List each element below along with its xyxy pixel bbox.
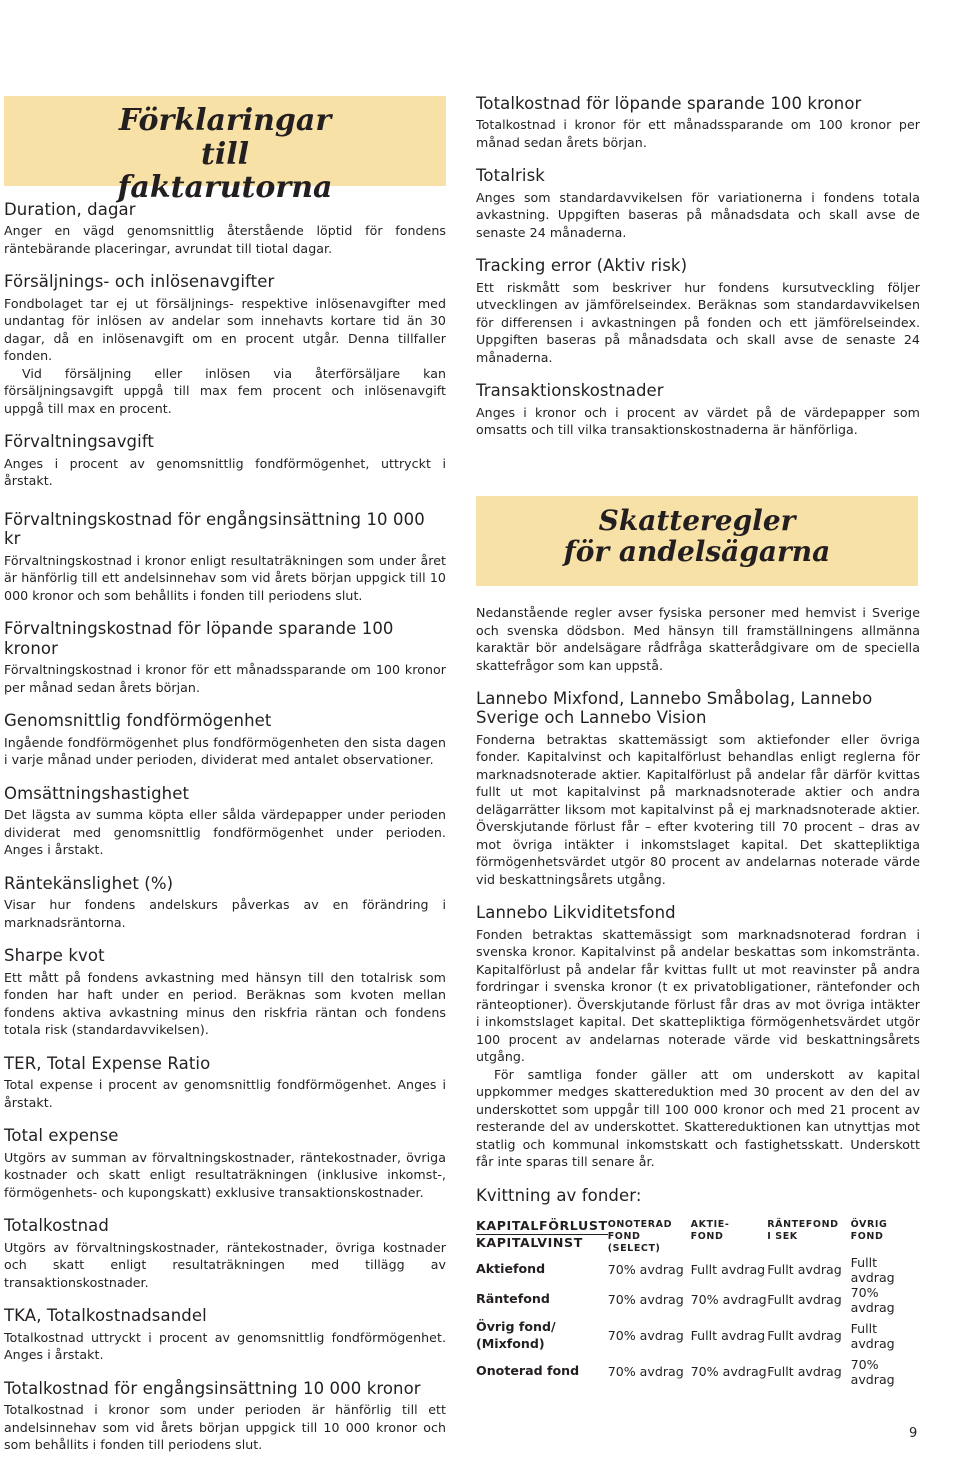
- table-header-row: [476, 1214, 920, 1255]
- term-heading: TKA, Totalkostnadsandel: [4, 1306, 207, 1326]
- tax-text: För samtliga fonder gäller att om underskott av kapital uppkommer medges skattereduktion med 30 procent av den del av underskottet som uppgår till 100 000 kronor och med 21 procent av resterande del av underskottet. Skattereduktionen kan utnyttjas mot statlig och kommunal inkomstskatt och fastighetsskatt. Underskott får inte sparas till senare år.: [476, 1066, 920, 1170]
- term-text: Totalkostnad i kronor som under perioden är hänförlig till ett andelsinnehav som vid årets början uppgick till 10 000 kronor och som behållits i fonden till periodens slut.: [4, 1402, 446, 1452]
- term-heading: Tracking error (Aktiv risk): [476, 256, 688, 276]
- term-text: Utgörs av summan av förvaltningskostnader, räntekostnader, övriga kostnader och skatt enligt resultaträkningen (inklusive inkomst-, förmögenhets- och kupongskatt) exklusive transaktionskostnader.: [4, 1149, 446, 1200]
- corner-kapitalvinst: KAPITALVINST: [476, 1235, 583, 1251]
- column-header: [691, 1214, 768, 1255]
- term-rantekanslighet: [4, 874, 446, 931]
- term-heading: Genomsnittlig fondförmögenhet: [4, 711, 272, 731]
- term-heading: Totalkostnad för engångsinsättning 10 000 kronor: [4, 1378, 421, 1398]
- table-cell: 70% avdrag: [607, 1292, 684, 1308]
- term-heading: Förvaltningsavgift: [4, 432, 155, 452]
- row-label-line: Övrig fond/: [476, 1319, 556, 1335]
- tax-table-heading-wrap: [476, 1186, 920, 1205]
- table-cell: Fullt avdrag: [767, 1328, 842, 1344]
- row-label: [476, 1315, 608, 1357]
- term-heading: Förvaltningskostnad för löpande sparande 100 kronor: [4, 619, 394, 658]
- tax-text: Fonden betraktas skattemässigt som marknadsnoterad fordran i svenska kronor. Kapitalvinst på andelar beskattas som inkomstränta. Kapitalförlust på andelar får kvittas fullt ut mot reavinster på andra fordringar i svenska kronor (t ex privatobligationer, räntefonder och ränteoptioner). Överskjutande förlust får dras av mot övriga intäkter i inkomstslaget kapital. Det skattepliktiga förmögenhetsvärdet utgör 100 procent av andelarnas noterade värde vid beskattningsårets utgång.: [476, 926, 920, 1065]
- term-text: Förvaltningskostnad i kronor för ett månadssparande om 100 kronor per månad sedan årets början.: [4, 662, 446, 695]
- term-heading: Sharpe kvot: [4, 946, 105, 966]
- term-forvaltningskostnad-lopande: [4, 619, 446, 696]
- term-text: Totalkostnad uttryckt i procent av genomsnittlig fondförmögenhet. Anges i årstakt.: [4, 1329, 446, 1363]
- term-totalrisk: [476, 166, 920, 241]
- term-heading: Totalrisk: [476, 166, 545, 186]
- table-cell: 70% avdrag: [690, 1364, 767, 1380]
- term-heading: Transaktionskostnader: [476, 381, 664, 401]
- term-heading: Totalkostnad: [4, 1216, 109, 1236]
- tax-section-aktiefonder: [476, 689, 920, 888]
- row-label: Aktiefond: [476, 1261, 546, 1277]
- term-transaktionskostnader: [476, 381, 920, 438]
- column-header-line: I SEK: [767, 1230, 798, 1242]
- table-heading: Kvittning av fonder:: [476, 1185, 642, 1205]
- term-heading: Duration, dagar: [4, 200, 136, 219]
- table-cell: 70% avdrag: [607, 1364, 684, 1380]
- term-total-expense: [4, 1126, 446, 1201]
- page-number: 9: [909, 1426, 918, 1441]
- term-totalkostnad: [4, 1216, 446, 1291]
- term-totalkostnad-engang: [4, 1379, 446, 1454]
- column-header: [608, 1214, 691, 1255]
- tax-intro-text: Nedanstående regler avser fysiska personer med hemvist i Sverige och svenska dödsbon. Med hänsyn till framställningens allmänna karaktär bör andelsägare rådfråga skatterådgivare om de speciella skattefrågor som kan uppstå.: [476, 605, 920, 673]
- table-cell: 70% avdrag: [607, 1262, 684, 1278]
- tax-intro: [476, 604, 920, 674]
- term-heading: Förvaltningskostnad för engångsinsättning 10 000 kr: [4, 509, 425, 549]
- table-cell: Fullt avdrag: [850, 1254, 895, 1285]
- term-text: Fondbolaget tar ej ut försäljnings- respektive inlösenavgifter med undantag för inlösen av andelar som innehavts kortare tid än 30 dagar, då en inlösenavgift om en procent utgår. Denna tillfaller fonden.: [4, 295, 446, 364]
- table-cell: Fullt avdrag: [767, 1262, 842, 1278]
- term-forvaltningskostnad-engang: [4, 510, 446, 604]
- tax-title-line1: Skatteregler: [598, 504, 796, 537]
- page-title: [100, 104, 350, 205]
- term-text: Visar hur fondens andelskurs påverkas av en förändring i marknadsräntorna.: [4, 897, 446, 930]
- term-sharpe-kvot: [4, 946, 446, 1038]
- tax-heading: Lannebo Likviditetsfond: [476, 903, 676, 923]
- column-header-line: RÄNTEFOND: [767, 1219, 839, 1230]
- term-text: Ingående fondförmögenhet plus fondförmögenheten den sista dagen i varje månad under perioden, dividerat med antalet observationer.: [4, 734, 446, 768]
- term-text: Vid försäljning eller inlösen via återförsäljare kan försäljningsavgift uppgå till max fem procent och inlösenavgift uppgå till max en procent.: [4, 365, 446, 416]
- term-heading: TER, Total Expense Ratio: [4, 1053, 211, 1073]
- term-totalkostnad-lopande: [476, 94, 920, 151]
- term-heading: Räntekänslighet (%): [4, 873, 174, 893]
- term-forsaljningsavgifter: [4, 272, 446, 417]
- term-text: Anges i procent av genomsnittlig fondförmögenhet, uttryckt i årstakt.: [4, 455, 446, 489]
- term-text: Förvaltningskostnad i kronor enligt resultaträkningen som under året är hänförlig till ett andelsinnehav som vid årets början uppgick till 10 000 kronor och som behållits i fonden till periodens slut.: [4, 552, 446, 603]
- table-row: [476, 1285, 920, 1315]
- tax-text: Fonderna betraktas skattemässigt som aktiefonder eller övriga fonder. Kapitalvinst och kapitalförlust behandlas enligt reglerna för marknadsnoterade aktier. Kapitalförlust på andelar får därför kvittas fullt ut mot kapitalvinst på marknadsnoterade aktier och andra delägarrätter liksom mot kapitalvinst på ej marknadsnoterade aktier. Överskjutande förlust får – efter kvotering till 70 procent – dras av mot övriga intäkter i inkomstslaget kapital. Det skattepliktiga förmögenhetsvärdet utgör 80 procent av andelarnas noterade värde vid beskattningsårets utgång.: [476, 731, 920, 887]
- term-text: Anges som standardavvikelsen för variationerna i fondens totala avkastning. Uppgiften baseras på månadsdata och skall avse de senaste 24 månaderna.: [476, 189, 920, 240]
- table-cell: 70% avdrag: [850, 1356, 895, 1387]
- term-heading: Totalkostnad för löpande sparande 100 kronor: [476, 94, 862, 113]
- term-duration: [4, 200, 446, 257]
- table-cell: Fullt avdrag: [767, 1364, 842, 1380]
- table-cell: Fullt avdrag: [690, 1262, 766, 1278]
- term-forvaltningsavgift: [4, 432, 446, 489]
- term-tracking-error: [476, 256, 920, 366]
- tax-title: [540, 505, 854, 568]
- tax-heading: Lannebo Mixfond, Lannebo Småbolag, Lannebo Sverige och Lannebo Vision: [476, 689, 873, 728]
- table-row: [476, 1255, 920, 1285]
- right-top-column: [476, 94, 920, 454]
- table-row: [476, 1315, 920, 1357]
- column-header-line: ÖVRIG: [850, 1219, 888, 1230]
- column-header-line: FOND: [690, 1230, 724, 1242]
- term-text: Ett mått på fondens avkastning med hänsyn till den totalrisk som fonden har haft under en period. Beräknas som kvoten mellan fondens aktiva avkastning minus den riskfria räntan och fondens totala risk (standardavvikelsen).: [4, 969, 446, 1038]
- table-corner: [476, 1214, 608, 1255]
- page-title-line2: till faktarutorna: [117, 136, 333, 206]
- column-header-line: FOND (SELECT): [607, 1230, 661, 1254]
- term-genomsnittlig-fondformogenhet: [4, 711, 446, 768]
- column-header-line: FOND: [850, 1230, 884, 1242]
- row-label-line: (Mixfond): [476, 1335, 545, 1351]
- term-heading: Omsättningshastighet: [4, 783, 190, 803]
- term-text: Total expense i procent av genomsnittlig fondförmögenhet. Anges i årstakt.: [4, 1077, 446, 1110]
- term-heading: Försäljnings- och inlösenavgifter: [4, 272, 275, 292]
- table-cell: Fullt avdrag: [850, 1320, 895, 1351]
- column-header-line: ONOTERAD: [607, 1219, 673, 1230]
- left-column: [4, 200, 446, 1469]
- table-row: [476, 1357, 920, 1387]
- table-cell: Fullt avdrag: [690, 1328, 766, 1344]
- column-header-line: AKTIE-: [690, 1219, 730, 1230]
- table-cell: 70% avdrag: [607, 1328, 684, 1344]
- column-header: [851, 1214, 920, 1255]
- column-header: [767, 1214, 850, 1255]
- table-cell: Fullt avdrag: [767, 1292, 842, 1308]
- term-text: Totalkostnad i kronor för ett månadssparande om 100 kronor per månad sedan årets början.: [476, 117, 920, 150]
- term-ter: [4, 1054, 446, 1111]
- right-bottom-column: [476, 604, 920, 1220]
- term-text: Utgörs av förvaltningskostnader, räntekostnader, övriga kostnader och skatt enligt resultaträkningen med tillägg av transaktionskostnader.: [4, 1239, 446, 1290]
- kvittning-table: [476, 1214, 920, 1387]
- term-tka: [4, 1306, 446, 1363]
- term-text: Anges i kronor och i procent av värdet på de värdepapper som omsatts och till vilka transaktionskostnaderna är hänförliga.: [476, 404, 920, 438]
- term-omsattningshastighet: [4, 784, 446, 859]
- table-cell: 70% avdrag: [850, 1284, 895, 1315]
- table-cell: 70% avdrag: [690, 1292, 767, 1308]
- corner-kapitalforlust: KAPITALFÖRLUST: [476, 1218, 608, 1236]
- row-label: Räntefond: [476, 1291, 550, 1307]
- term-text: Ett riskmått som beskriver hur fondens kursutveckling följer utvecklingen av jämförelseindex. Beräknas som standardavvikelsen för differensen i avkastningen på fonden och ett jämförelseindex. Uppgiften baseras på månadsdata och skall avse de senaste 24 månaderna.: [476, 279, 920, 365]
- term-heading: Total expense: [4, 1126, 119, 1146]
- row-label: Onoterad fond: [476, 1363, 580, 1379]
- term-text: Det lägsta av summa köpta eller sålda värdepapper under perioden dividerat med genomsnittlig fondförmögenhet under perioden. Anges i årstakt.: [4, 807, 446, 858]
- tax-title-line2: för andelsägarna: [563, 535, 831, 569]
- page-title-line1: Förklaringar: [118, 103, 332, 138]
- term-text: Anger en vägd genomsnittlig återstående löptid för fondens räntebärande placeringar, avrundat till tiotal dagar.: [4, 223, 446, 256]
- tax-section-likviditetsfond: [476, 903, 920, 1170]
